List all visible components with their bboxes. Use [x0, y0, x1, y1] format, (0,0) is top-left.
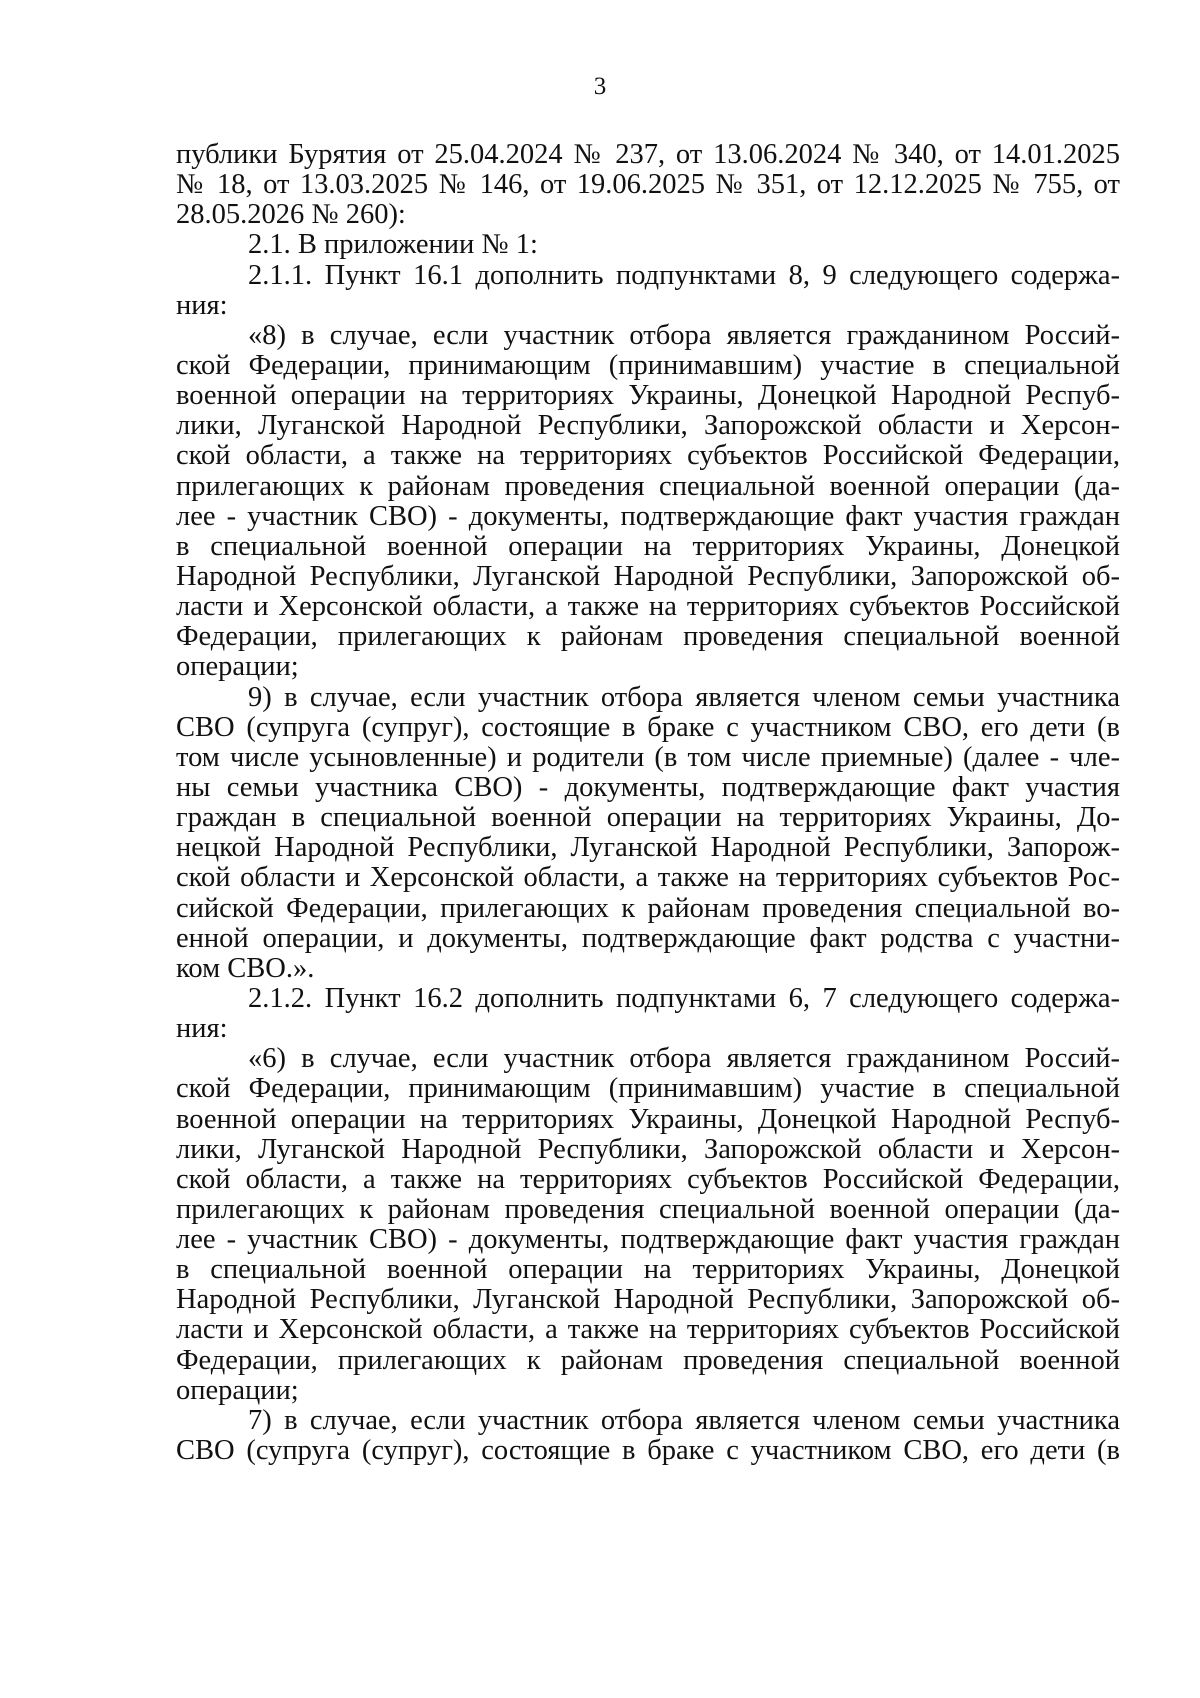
text-line: военной операции на территориях Украины, Донецкой Народной Респуб- — [176, 1103, 1120, 1135]
text-line: лее - участник СВО) - документы, подтверждающие факт участия граждан — [176, 1224, 1120, 1256]
text-line: 28.05.2026 № 260): — [176, 199, 406, 231]
text-line: в специальной военной операции на территориях Украины, Донецкой — [176, 1254, 1120, 1286]
text-line: енной операции, и документы, подтверждающие факт родства с участни- — [176, 922, 1120, 954]
text-line: 2.1.1. Пункт 16.1 дополнить подпунктами 8, 9 следующего содержа- — [248, 259, 1120, 291]
text-line: СВО (супруга (супруг), состоящие в браке с участником СВО, его дети (в — [176, 711, 1120, 743]
page-number: 3 — [593, 73, 607, 100]
text-line: операции; — [176, 1374, 299, 1406]
text-line: прилегающих к районам проведения специальной военной операции (да- — [176, 470, 1120, 502]
text-line: в специальной военной операции на территориях Украины, Донецкой — [176, 530, 1120, 562]
text-line: ния: — [176, 289, 228, 321]
document-body — [176, 140, 1120, 1466]
text-line: 9) в случае, если участник отбора является членом семьи участника — [248, 681, 1120, 713]
text-line: ласти и Херсонской области, а также на территориях субъектов Российской — [176, 591, 1120, 623]
text-line: «8) в случае, если участник отбора является гражданином Россий- — [248, 319, 1120, 351]
text-line: 2.1.2. Пункт 16.2 дополнить подпунктами 6, 7 следующего содержа- — [248, 982, 1120, 1014]
text-line: военной операции на территориях Украины, Донецкой Народной Респуб- — [176, 380, 1120, 412]
text-line: ласти и Херсонской области, а также на территориях субъектов Российской — [176, 1314, 1120, 1346]
text-line: граждан в специальной военной операции на территориях Украины, До- — [176, 802, 1120, 834]
text-line: сийской Федерации, прилегающих к районам проведения специальной во- — [176, 892, 1120, 924]
text-line: ны семьи участника СВО) - документы, подтверждающие факт участия — [176, 771, 1120, 803]
text-line: лики, Луганской Народной Республики, Запорожской области и Херсон- — [176, 1133, 1120, 1165]
text-line: лее - участник СВО) - документы, подтверждающие факт участия граждан — [176, 500, 1120, 532]
text-line: 2.1. В приложении № 1: — [248, 229, 538, 261]
text-line: операции; — [176, 651, 299, 683]
text-line: том числе усыновленные) и родители (в том числе приемные) (далее - чле- — [176, 741, 1120, 773]
text-line: Федерации, прилегающих к районам проведения специальной военной — [176, 621, 1120, 653]
text-line: лики, Луганской Народной Республики, Запорожской области и Херсон- — [176, 410, 1120, 442]
text-line: Народной Республики, Луганской Народной Республики, Запорожской об- — [176, 1284, 1120, 1316]
text-line: № 18, от 13.03.2025 № 146, от 19.06.2025 № 351, от 12.12.2025 № 755, от — [176, 169, 1120, 201]
text-line: ния: — [176, 1013, 228, 1045]
text-line: «6) в случае, если участник отбора является гражданином Россий- — [248, 1043, 1120, 1075]
text-line: 7) в случае, если участник отбора является членом семьи участника — [248, 1404, 1120, 1436]
text-line: Народной Республики, Луганской Народной Республики, Запорожской об- — [176, 560, 1120, 592]
text-line: прилегающих к районам проведения специальной военной операции (да- — [176, 1193, 1120, 1225]
text-line: СВО (супруга (супруг), состоящие в браке с участником СВО, его дети (в — [176, 1435, 1120, 1467]
text-line: публики Бурятия от 25.04.2024 № 237, от 13.06.2024 № 340, от 14.01.2025 — [176, 139, 1120, 170]
text-line: ской Федерации, принимающим (принимавшим) участие в специальной — [176, 349, 1120, 381]
text-line: ской Федерации, принимающим (принимавшим) участие в специальной — [176, 1073, 1120, 1105]
text-line: ской области и Херсонской области, а также на территориях субъектов Рос- — [176, 862, 1120, 894]
text-line: ком СВО.». — [176, 952, 315, 984]
text-line: Федерации, прилегающих к районам проведения специальной военной — [176, 1344, 1120, 1376]
text-line: ской области, а также на территориях субъектов Российской Федерации, — [176, 440, 1120, 472]
text-line: ской области, а также на территориях субъектов Российской Федерации, — [176, 1163, 1120, 1195]
text-line: нецкой Народной Республики, Луганской Народной Республики, Запорож- — [176, 832, 1120, 864]
